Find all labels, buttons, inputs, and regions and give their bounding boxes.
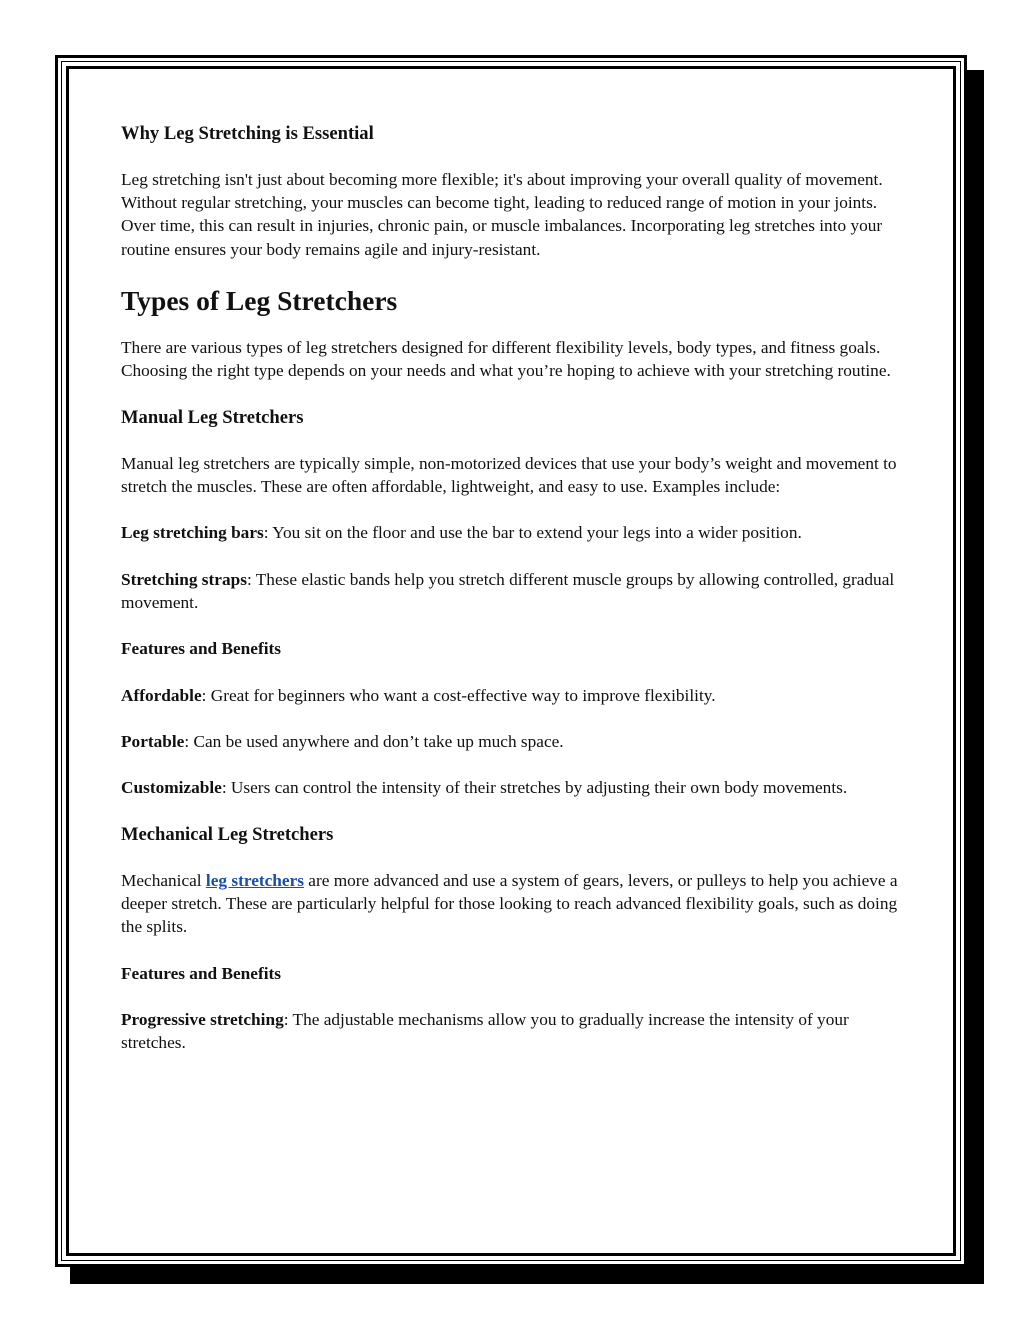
- features-heading-1: Features and Benefits: [121, 639, 282, 659]
- mechanical-text-pre: Mechanical: [121, 870, 206, 890]
- progressive-term: Progressive stretching: [121, 1009, 284, 1029]
- why-heading: Why Leg Stretching is Essential: [121, 123, 374, 144]
- progressive-text: : The adjustable mechanisms allow you to gradually increase the intensity of your stretches.: [121, 1009, 849, 1053]
- progressive-item: [121, 1008, 911, 1054]
- bars-text: : You sit on the floor and use the bar to extend your legs into a wider position.: [263, 523, 802, 543]
- leg-stretchers-link[interactable]: leg stretchers: [205, 870, 304, 890]
- features-heading-2: Features and Benefits: [121, 963, 282, 983]
- straps-term: Stretching straps: [121, 569, 247, 589]
- affordable-text: : Great for beginners who want a cost-effective way to improve flexibility.: [201, 685, 716, 705]
- straps-text: : These elastic bands help you stretch different muscle groups by allowing controlled, gradual movement.: [121, 569, 895, 612]
- types-paragraph: There are various types of leg stretchers designed for different flexibility levels, body types, and fitness goals. Choosing the right type depends on your needs and what you’re hoping to achieve with your stretching routine.: [121, 338, 891, 381]
- manual-paragraph: Manual leg stretchers are typically simple, non-motorized devices that use your body’s weight and movement to stretch the muscles. These are often affordable, lightweight, and easy to use. Examples include:: [121, 453, 897, 496]
- customizable-term: Customizable: [121, 778, 222, 798]
- bars-term: Leg stretching bars: [121, 523, 264, 543]
- why-paragraph: Leg stretching isn't just about becoming more flexible; it's about improving your overall quality of movement. Without regular stretching, your muscles can become tight, leading to reduced range of motion in your joints. Over time, this can result in injuries, chronic pain, or muscle imbalances. Incorporating leg stretches into your routine ensures your body remains agile and injury-resistant.: [121, 170, 883, 259]
- straps-item: [121, 568, 911, 614]
- document-content: [121, 122, 911, 1078]
- manual-heading: Manual Leg Stretchers: [121, 406, 304, 428]
- customizable-item: [121, 776, 911, 799]
- bars-item: [121, 521, 911, 544]
- affordable-item: [121, 684, 911, 707]
- mechanical-paragraph: [121, 869, 911, 939]
- mechanical-heading: Mechanical Leg Stretchers: [121, 823, 334, 845]
- portable-term: Portable: [121, 731, 185, 751]
- mechanical-text-post: are more advanced and use a system of gears, levers, or pulleys to help you achieve a deeper stretch. These are particularly helpful for those looking to reach advanced flexibility goals, such as doing the splits.: [121, 870, 898, 937]
- affordable-term: Affordable: [121, 685, 202, 705]
- customizable-text: : Users can control the intensity of their stretches by adjusting their own body movements.: [221, 778, 848, 798]
- portable-text: : Can be used anywhere and don’t take up much space.: [184, 731, 564, 751]
- portable-item: [121, 730, 911, 753]
- types-heading: Types of Leg Stretchers: [121, 285, 398, 316]
